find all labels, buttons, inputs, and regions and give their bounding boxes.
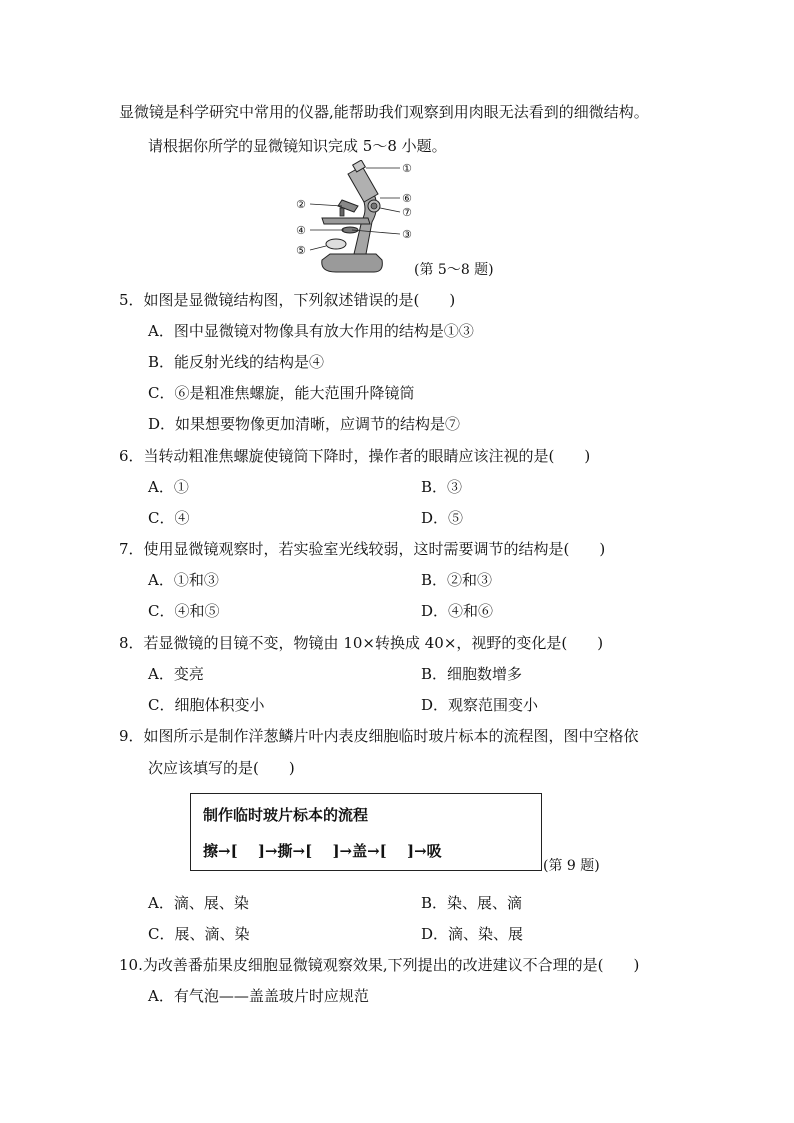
microscope-base [322, 254, 383, 272]
q7-option-c: C．④和⑤ [148, 602, 220, 620]
q7-stem: 7．使用显微镜观察时，若实验室光线较弱，这时需要调节的结构是( ) [119, 540, 606, 558]
intro-line-1: 显微镜是科学研究中常用的仪器,能帮助我们观察到用肉眼无法看到的细微结构。 [119, 103, 649, 121]
q5-option-c: C．⑥是粗准焦螺旋，能大范围升降镜筒 [148, 384, 415, 402]
q7-option-b: B．②和③ [421, 571, 493, 589]
label-6: ⑥ [402, 192, 412, 205]
objective-lens [340, 208, 344, 216]
q9-option-a: A．滴、展、染 [148, 894, 249, 912]
flow-chart-steps: 擦→[ ]→撕→[ ]→盖→[ ]→吸 [203, 842, 442, 860]
q9-option-c: C．展、滴、染 [148, 925, 250, 943]
q6-option-c: C．④ [148, 509, 190, 527]
q6-option-a: A．① [148, 478, 189, 496]
q10-option-a: A．有气泡——盖盖玻片时应规范 [148, 987, 369, 1005]
q5-option-b: B．能反射光线的结构是④ [148, 353, 325, 371]
q5-option-d: D．如果想要物像更加清晰，应调节的结构是⑦ [148, 415, 461, 433]
q5-stem: 5．如图是显微镜结构图，下列叙述错误的是( ) [119, 291, 456, 309]
stage [322, 218, 370, 224]
microscope-diagram [296, 160, 426, 276]
intro-line-2: 请根据你所学的显微镜知识完成 5～8 小题。 [148, 137, 447, 155]
q8-option-d: D．观察范围变小 [421, 696, 539, 714]
q10-stem: 10.为改善番茄果皮细胞显微镜观察效果,下列提出的改进建议不合理的是( ) [119, 956, 640, 974]
q6-option-d: D．⑤ [421, 509, 464, 527]
q8-option-a: A．变亮 [148, 665, 204, 683]
fine-knob [371, 203, 377, 209]
q8-option-b: B．细胞数增多 [421, 665, 523, 683]
label-2: ② [296, 198, 306, 211]
q9-stem-line-1: 9．如图所示是制作洋葱鳞片叶内表皮细胞临时玻片标本的流程图，图中空格依 [119, 727, 639, 745]
q9-option-d: D．滴、染、展 [421, 925, 524, 943]
figure-caption-5-8: (第 5～8 题) [414, 262, 494, 278]
label-7: ⑦ [402, 206, 412, 219]
mirror [326, 239, 346, 249]
q9-stem-line-2: 次应该填写的是( ) [148, 759, 295, 777]
q6-stem: 6．当转动粗准焦螺旋使镜筒下降时，操作者的眼睛应该注视的是( ) [119, 447, 591, 465]
q6-option-b: B．③ [421, 478, 463, 496]
q7-option-a: A．①和③ [148, 571, 219, 589]
label-1: ① [402, 162, 412, 175]
q8-option-c: C．细胞体积变小 [148, 696, 265, 714]
q9-option-b: B．染、展、滴 [421, 894, 523, 912]
flow-chart-title: 制作临时玻片标本的流程 [203, 806, 369, 824]
q8-stem: 8．若显微镜的目镜不变，物镜由 10×转换成 40×，视野的变化是( ) [119, 634, 604, 652]
microscope-tube [348, 166, 378, 202]
flow-chart-box [190, 793, 542, 871]
label-3: ③ [402, 228, 412, 241]
q5-option-a: A．图中显微镜对物像具有放大作用的结构是①③ [148, 322, 474, 340]
q7-option-d: D．④和⑥ [421, 602, 494, 620]
label-4: ④ [296, 224, 306, 237]
label-5: ⑤ [296, 244, 306, 257]
figure-caption-9: (第 9 题) [543, 858, 600, 874]
